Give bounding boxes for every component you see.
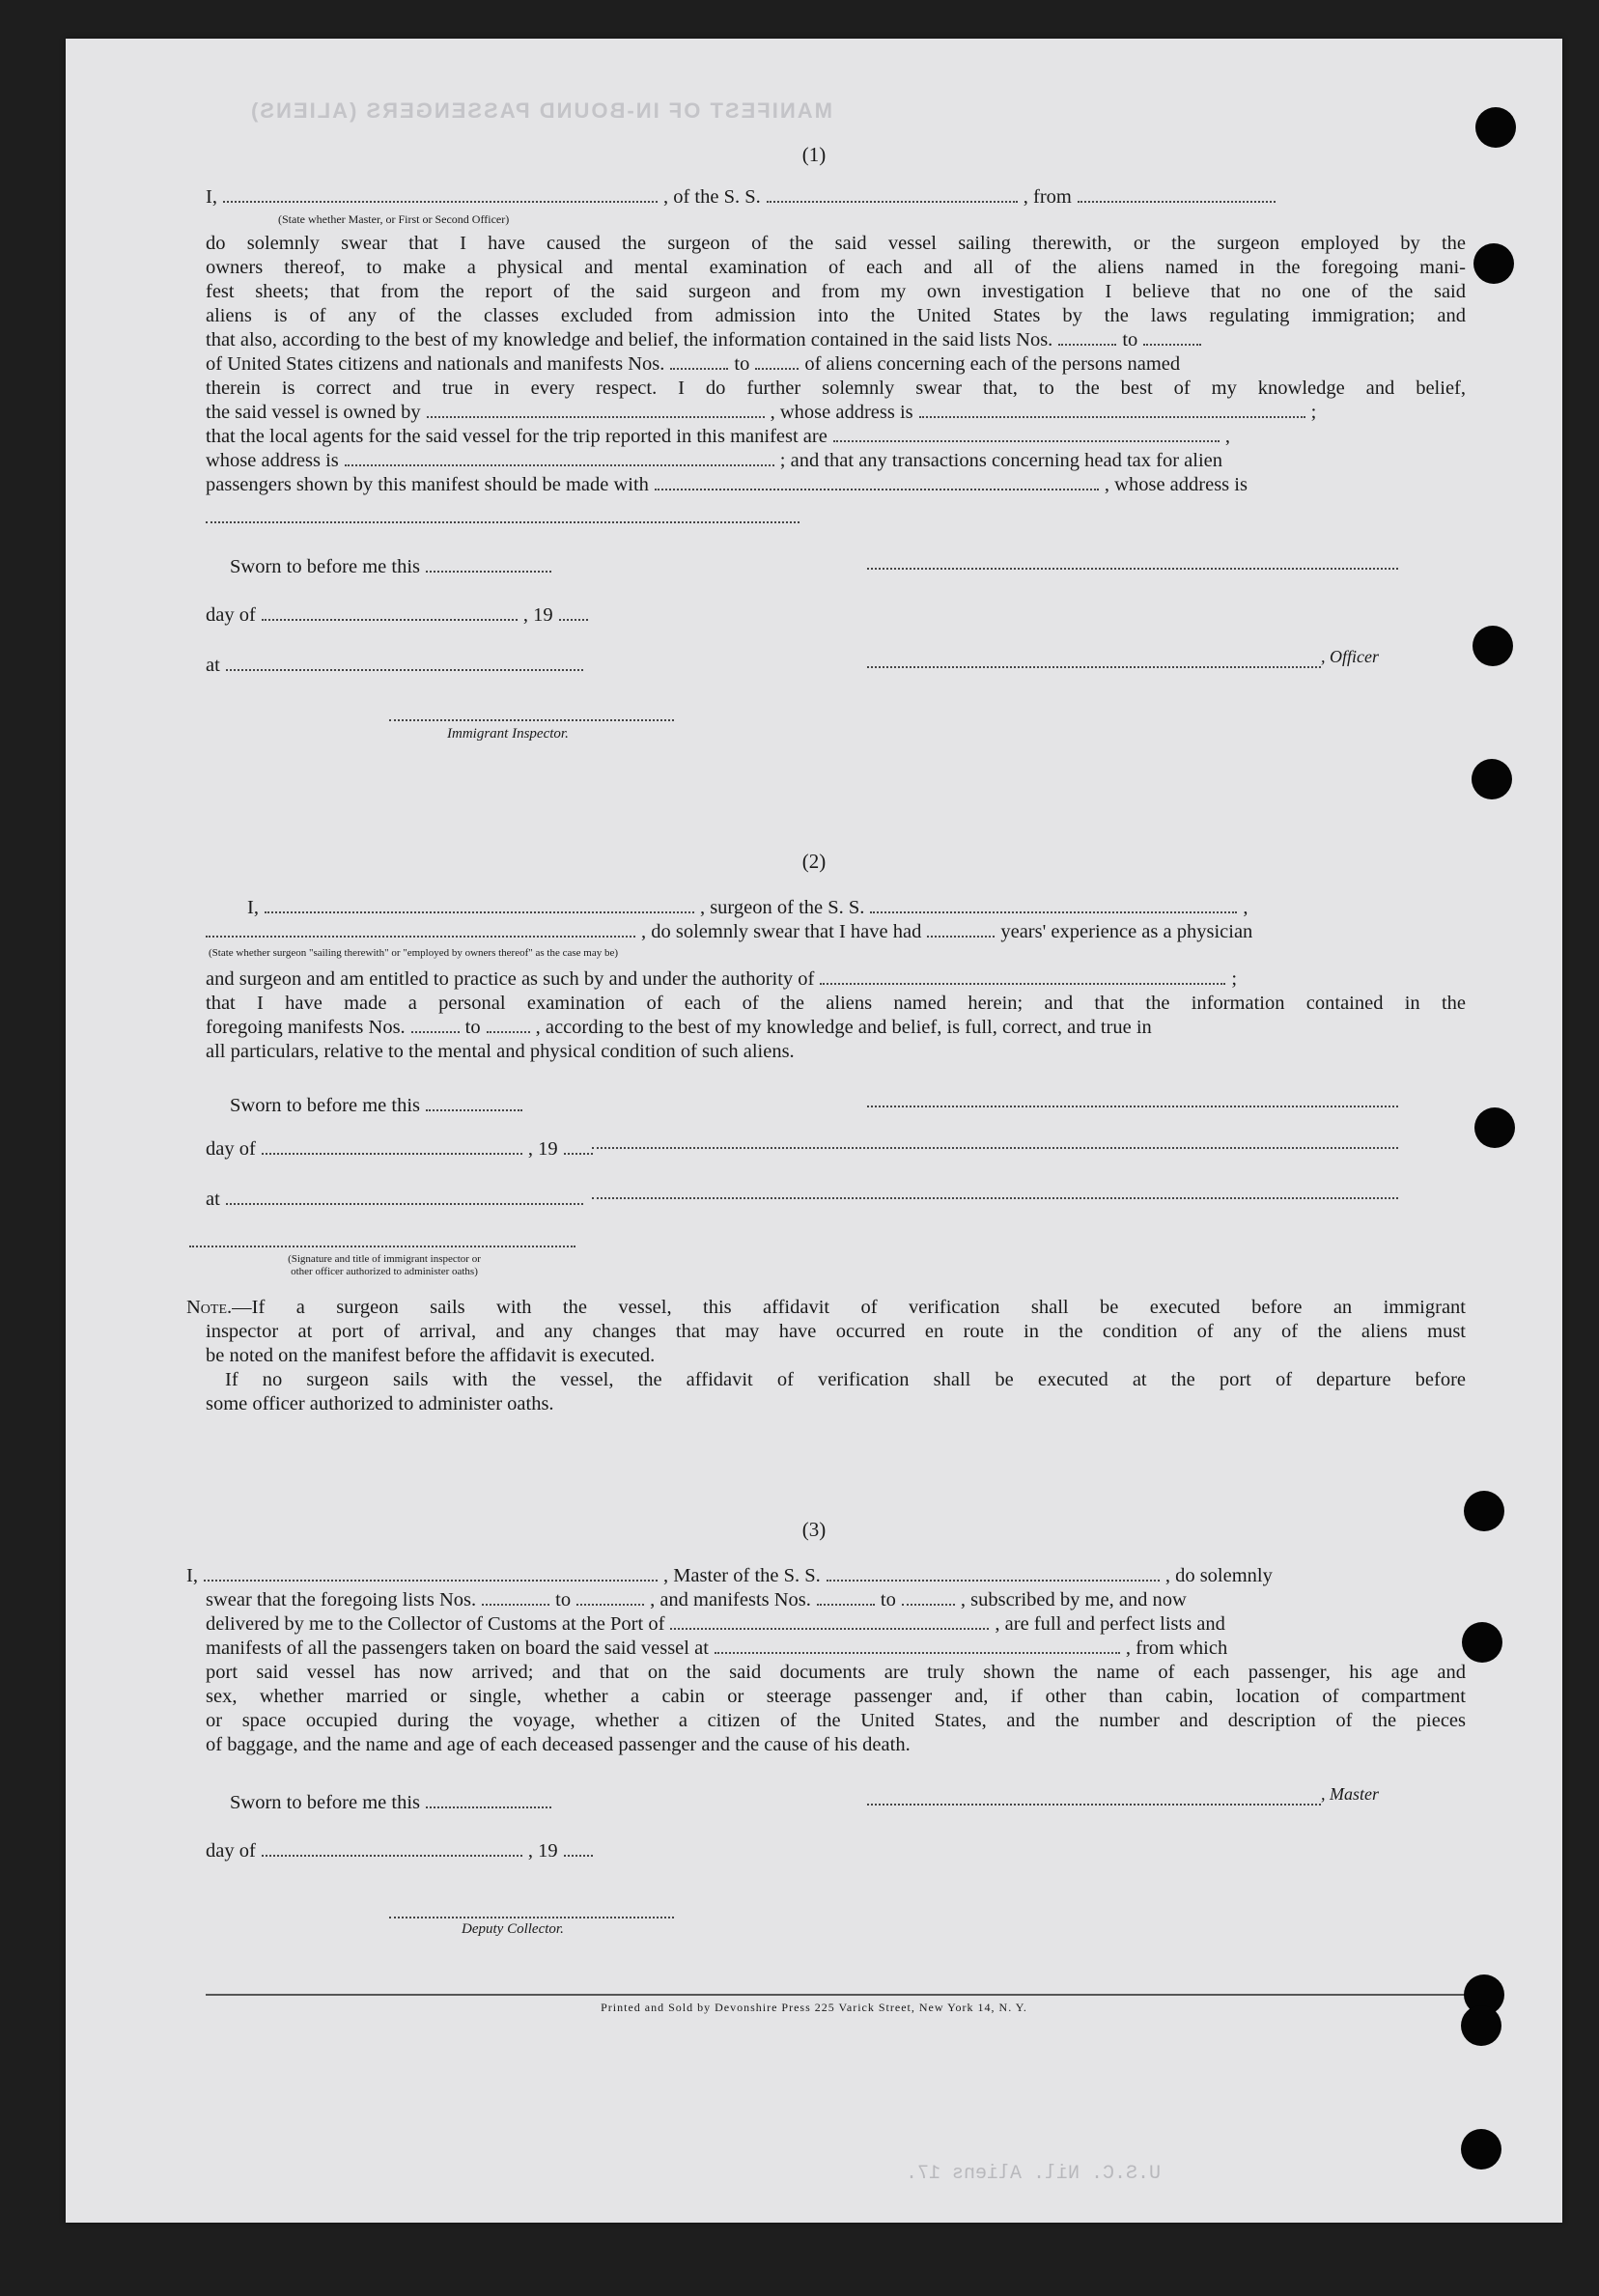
s2-official-line-1 [592,1147,1398,1149]
s2-note-2: inspector at port of arrival, and any changes that may have occurred en route in the condition of any of the aliens must [206,1321,1466,1342]
s3-line-1: I, , Master of the S. S. , do solemnly [186,1565,1273,1586]
punch-hole [1474,1107,1515,1148]
s3-line-2: swear that the foregoing lists Nos. to , and manifests Nos. to , subscribed by me, and now [206,1589,1187,1610]
s3-line-7: or space occupied during the voyage, whether a citizen of the United States, and the number and description of the pieces [206,1710,1466,1731]
s1-body-10: whose address is ; and that any transactions concerning head tax for alien [206,450,1223,471]
s1-officer-line [867,666,1321,668]
section-2-heading: (2) [801,850,827,873]
punch-hole [1473,243,1514,284]
s1-body-5: that also, according to the best of my knowledge and belief, the information contained in the said lists Nos. to [206,328,1466,353]
s2-line-2: , do solemnly swear that I have had years' experience as a physician [206,920,1466,945]
punch-hole [1475,107,1516,148]
s2-note-1: Note.—If a surgeon sails with the vessel, this affidavit of verification shall be executed before an immigrant [186,1297,1466,1318]
s2-line-6: all particulars, relative to the mental and physical condition of such aliens. [206,1041,795,1062]
s1-body-2: owners thereof, to make a physical and mental examination of each and all of the aliens named in the foregoing mani- [206,257,1466,278]
s3-dayof: day of , 19 [206,1839,1466,1864]
s1-line-1: I, , of the S. S. , from [206,185,1466,210]
s2-signature-note [210,1253,558,1278]
s3-collector-line [389,1917,674,1918]
s2-at: at [206,1188,1466,1213]
section-3-heading: (3) [801,1518,827,1541]
s3-line-5: port said vessel has now arrived; and that on the said documents are truly shown the name of each passenger, his age and [206,1662,1466,1683]
note-label: Note. [186,1297,233,1318]
s1-body-9: that the local agents for the said vessel for the trip reported in this manifest are , [206,426,1230,447]
s2-official-line-2 [592,1197,1398,1199]
s2-line-4: that I have made a personal examination of each of the aliens named herein; and that the information contained in the [206,993,1466,1014]
s2-note-5: some officer authorized to administer oaths. [206,1393,554,1414]
s2-surgeon-note: (State whether surgeon "sailing therewith" or "employed by owners thereof" as the case may be) [209,947,619,959]
s3-line-8: of baggage, and the name and age of each deceased passenger and the cause of his death. [206,1734,911,1755]
s1-body-7: therein is correct and true in every respect. I do further solemnly swear that, to the best of my knowledge and belief, [206,378,1466,399]
s3-line-3: delivered by me to the Collector of Customs at the Port of , are full and perfect lists and [206,1613,1225,1635]
s2-signature-note-2: other officer authorized to administer oaths) [291,1266,478,1277]
s1-body-1: do solemnly swear that I have caused the surgeon of the said vessel sailing therewith, or the surgeon employed by the [206,233,1466,254]
s1-dayof: day of , 19 [206,603,1466,629]
s2-signature-title-line [189,1246,575,1247]
s1-at: at [206,654,1466,679]
s2-sworn: Sworn to before me this [230,1094,1490,1119]
s3-master-label: , Master [1321,1784,1379,1804]
punch-hole [1473,626,1513,666]
punch-hole [1461,2129,1501,2170]
s1-body-4: aliens is of any of the classes excluded from admission into the United States by the laws regulating immigration; and [206,305,1466,326]
s2-line-1: I, , surgeon of the S. S. , [247,897,1248,918]
s1-officer-note: (State whether Master, or First or Second Officer) [278,212,510,226]
s2-dayof: day of , 19 [206,1137,1466,1162]
footer-rule [206,1994,1466,1996]
s2-note-4: If no surgeon sails with the vessel, the affidavit of verification shall be executed at the port of departure before [225,1369,1466,1390]
s1-inspector-line [389,719,674,721]
manifest-page [66,39,1562,2223]
s2-line-3: and surgeon and am entitled to practice as such by and under the authority of ; [206,968,1238,990]
s1-body-6: of United States citizens and nationals and manifests Nos. to of aliens concerning each of the persons named [206,353,1181,375]
s2-note-3: be noted on the manifest before the affidavit is executed. [206,1345,656,1366]
s2-signature-note-1: (Signature and title of immigrant inspector or [288,1253,481,1265]
s1-body-3: fest sheets; that from the report of the said surgeon and from my own investigation I believe that no one of the said [206,281,1466,302]
bleed-through-footer: U.S.C. Nil. Aliens 17. [906,2163,1162,2185]
s1-continuation-line [206,521,800,523]
s1-body-11: passengers shown by this manifest should be made with , whose address is [206,474,1248,495]
printer-footer: Printed and Sold by Devonshire Press 225 Varick Street, New York 14, N. Y. [601,2001,1027,2014]
s2-signature-line [867,1106,1398,1107]
punch-hole [1461,2005,1501,2046]
punch-hole [1464,1491,1504,1531]
s3-collector-label: Deputy Collector. [462,1921,564,1937]
punch-hole [1462,1622,1502,1663]
s1-body-8: the said vessel is owned by , whose address is ; [206,402,1317,423]
s1-sworn: Sworn to before me this [230,555,1490,580]
s1-officer-label: , Officer [1321,647,1379,666]
s2-line-5: foregoing manifests Nos. to , according to the best of my knowledge and belief, is full, correct, and true in [206,1017,1152,1038]
s1-inspector-label: Immigrant Inspector. [447,726,569,742]
punch-hole [1472,759,1512,799]
s3-sworn: Sworn to before me this [230,1791,1490,1816]
s3-line-6: sex, whether married or single, whether a cabin or steerage passenger and, if other than cabin, location of compartment [206,1686,1466,1707]
s1-signature-line [867,568,1398,570]
s3-master-line [867,1804,1321,1806]
s3-line-4: manifests of all the passengers taken on board the said vessel at , from which [206,1638,1228,1659]
bleed-through-title: MANIFEST OF IN-BOUND PASSENGERS (ALIENS) [249,98,832,123]
section-1-heading: (1) [801,143,827,166]
